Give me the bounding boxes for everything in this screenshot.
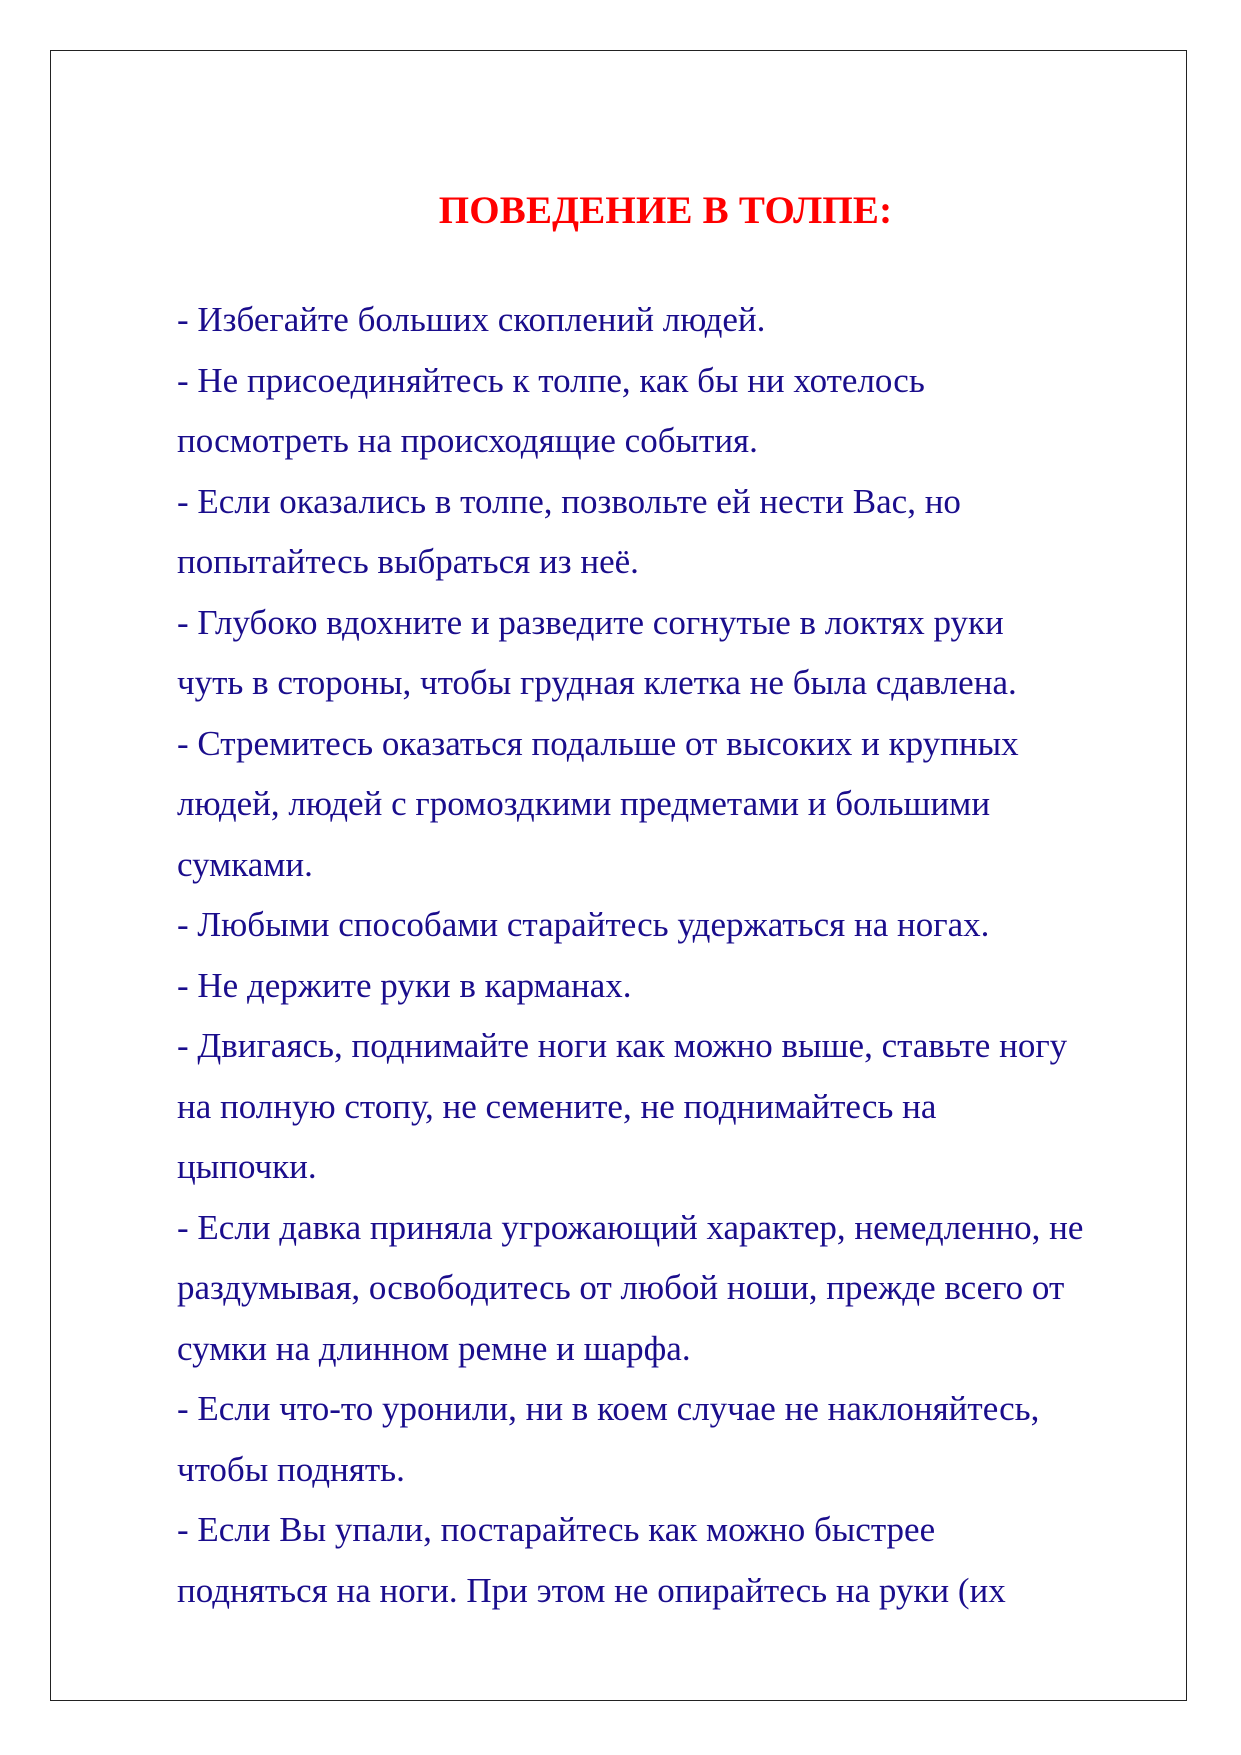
text-line: сумки на длинном ремне и шарфа. xyxy=(177,1328,691,1368)
text-line: сумками. xyxy=(177,844,313,884)
text-line: чуть в стороны, чтобы грудная клетка не была сдавлена. xyxy=(177,663,1017,702)
text-line: раздумывая, освободитесь от любой ноши, прежде всего от xyxy=(177,1268,1065,1307)
text-line: - Если оказались в толпе, позвольте ей нести Вас, но xyxy=(177,481,961,521)
text-line: - Если что-то уронили, ни в коем случае не наклоняйтесь, xyxy=(177,1389,1040,1428)
text-line: чтобы поднять. xyxy=(177,1449,405,1489)
text-line: - Не присоединяйтесь к толпе, как бы ни хотелось xyxy=(177,360,925,400)
text-line: - Двигаясь, поднимайте ноги как можно выше, ставьте ногу xyxy=(177,1026,1068,1065)
text-line: подняться на ноги. При этом не опирайтесь на руки (их xyxy=(177,1570,1006,1610)
text-line: на полную стопу, не семените, не поднимайтесь на xyxy=(177,1086,937,1126)
text-line: людей, людей с громоздкими предметами и большими xyxy=(177,784,991,823)
text-line: - Избегайте больших скоплений людей. xyxy=(177,300,766,339)
document-title: ПОВЕДЕНИЕ В ТОЛПЕ: xyxy=(438,189,893,233)
document-body xyxy=(177,290,1157,1621)
text-line: - Стремитесь оказаться подальше от высоких и крупных xyxy=(177,723,1019,763)
text-line: - Глубоко вдохните и разведите согнутые в локтях руки xyxy=(177,602,1004,642)
text-line: - Не держите руки в карманах. xyxy=(177,965,632,1005)
text-line: цыпочки. xyxy=(177,1147,317,1186)
text-line: посмотреть на происходящие события. xyxy=(177,421,758,460)
text-line: - Если давка приняла угрожающий характер, немедленно, не xyxy=(177,1207,1084,1247)
text-line: - Любыми способами старайтесь удержаться на ногах. xyxy=(177,905,990,944)
text-line: - Если Вы упали, постарайтесь как можно быстрее xyxy=(177,1510,936,1549)
text-line: попытайтесь выбраться из неё. xyxy=(177,542,639,581)
